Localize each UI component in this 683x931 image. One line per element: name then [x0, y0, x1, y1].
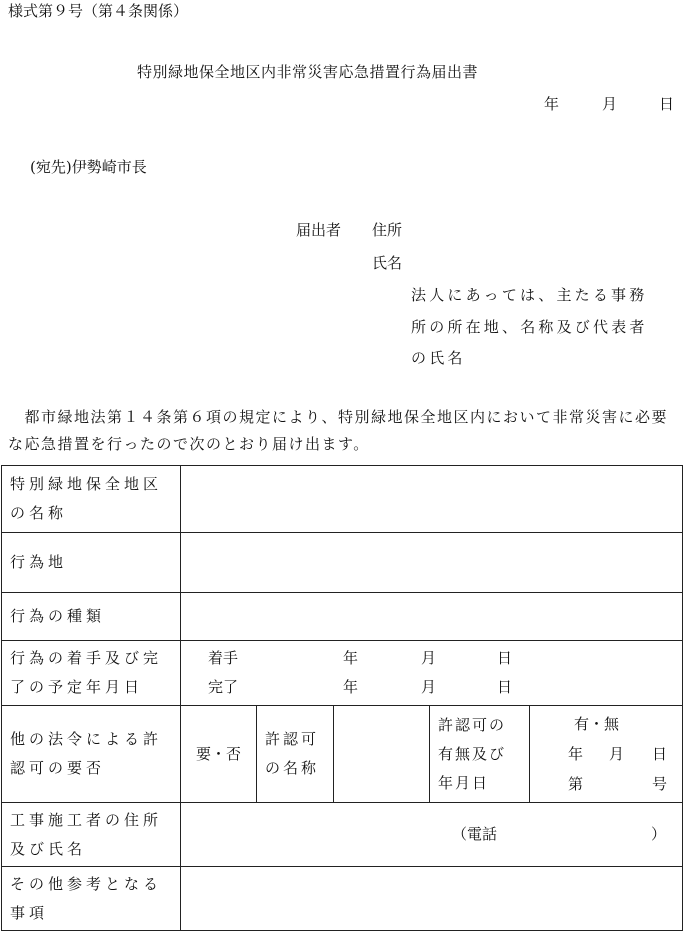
notifier-name-label: 氏名 — [372, 254, 403, 272]
date-month: 月 — [602, 95, 618, 113]
corp-note-line-3: の氏名 — [411, 349, 466, 367]
end-year: 年 — [343, 678, 359, 696]
label-permits: 他の法令による許 認可の要否 — [2, 706, 181, 803]
notification-table — [1, 465, 683, 931]
row-permits — [2, 706, 683, 803]
form-number: 様式第９号（第４条関係） — [8, 2, 189, 20]
start-month: 月 — [421, 649, 437, 667]
label-action-site: 行為地 — [2, 533, 181, 593]
addressee: (宛先)伊勢崎市長 — [30, 158, 147, 176]
row-district-name — [2, 466, 683, 533]
permit-month: 月 — [609, 745, 625, 763]
body-text: 都市緑地法第１４条第６項の規定により、特別緑地保全地区内において非常災害に必要な応急措置を行ったので次のとおり届け出ます。 — [8, 408, 669, 453]
start-label: 着手 — [208, 649, 239, 667]
corp-note-line-1: 法人にあっては、主たる事務 — [411, 286, 648, 304]
date-year: 年 — [544, 95, 560, 113]
field-permit-name[interactable] — [334, 706, 430, 803]
field-other-notes[interactable] — [181, 867, 683, 931]
label-contractor: 工事施工者の住所 及び氏名 — [2, 803, 181, 867]
end-month: 月 — [421, 678, 437, 696]
permit-year: 年 — [568, 745, 584, 763]
field-district-name[interactable] — [181, 466, 683, 533]
label-permit-name: 許認可 の名称 — [257, 706, 334, 803]
end-day: 日 — [497, 678, 513, 696]
field-action-site[interactable] — [181, 533, 683, 593]
end-label: 完了 — [208, 678, 239, 696]
start-year: 年 — [343, 649, 359, 667]
label-other-notes: その他参考となる 事項 — [2, 867, 181, 931]
phone-open: （電話 — [452, 824, 498, 843]
start-day: 日 — [497, 649, 513, 667]
notifier-address-label: 住所 — [372, 221, 403, 239]
corp-note-line-2: 所の所在地、名称及び代表者 — [411, 318, 648, 336]
field-permit-status[interactable] — [530, 706, 683, 803]
permit-day: 日 — [652, 745, 668, 763]
row-action-type — [2, 593, 683, 641]
row-other-notes — [2, 867, 683, 931]
label-schedule: 行為の着手及び完 了の予定年月日 — [2, 641, 181, 706]
permit-yes-no: 有・無 — [574, 715, 620, 733]
row-schedule — [2, 641, 683, 706]
field-contractor[interactable] — [181, 803, 683, 867]
label-permit-status: 許認可の 有無及び 年月日 — [430, 706, 530, 803]
permit-number-suffix: 号 — [652, 775, 668, 793]
date-day: 日 — [659, 95, 675, 113]
label-district-name: 特別緑地保全地区 の名称 — [2, 466, 181, 533]
permit-number-prefix: 第 — [568, 775, 584, 793]
field-action-type[interactable] — [181, 593, 683, 641]
row-contractor — [2, 803, 683, 867]
phone-close: ） — [651, 824, 667, 843]
field-schedule[interactable] — [181, 641, 683, 706]
document-title: 特別緑地保全地区内非常災害応急措置行為届出書 — [137, 63, 479, 81]
row-action-site — [2, 533, 683, 593]
label-action-type: 行為の種類 — [2, 593, 181, 641]
field-permit-need[interactable]: 要・否 — [181, 706, 257, 803]
notifier-label: 届出者 — [296, 221, 342, 239]
